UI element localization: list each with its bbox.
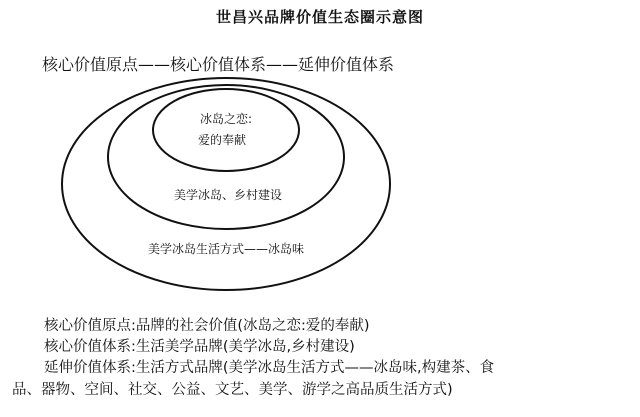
extended-value-system-text: 延伸价值体系:生活方式品牌(美学冰岛生活方式——冰岛味,构建茶、食 xyxy=(44,360,495,376)
outer-ellipse xyxy=(62,78,390,290)
core-value-system-text: 核心价值体系:生活美学品牌(美学冰岛,乡村建设) xyxy=(44,339,355,355)
middle-ellipse-label: 美学冰岛、乡村建设 xyxy=(173,188,283,202)
outer-ellipse-label: 美学冰岛生活方式——冰岛味 xyxy=(147,242,305,256)
extended-value-system-continuation: 品、器物、空间、社交、公益、文艺、美学、游学之高品质生活方式) xyxy=(12,382,453,398)
inner-ellipse-label-line2: 爱的奉献 xyxy=(197,133,247,147)
diagram-title: 世昌兴品牌价值生态圈示意图 xyxy=(215,8,424,26)
inner-ellipse xyxy=(153,89,299,171)
value-chain-subtitle: 核心价值原点——核心价值体系——延伸价值体系 xyxy=(42,55,395,74)
middle-ellipse xyxy=(108,85,344,229)
inner-ellipse-label-line1: 冰岛之恋: xyxy=(199,112,253,126)
core-value-origin-text: 核心价值原点:品牌的社会价值(冰岛之恋:爱的奉献) xyxy=(44,318,370,334)
